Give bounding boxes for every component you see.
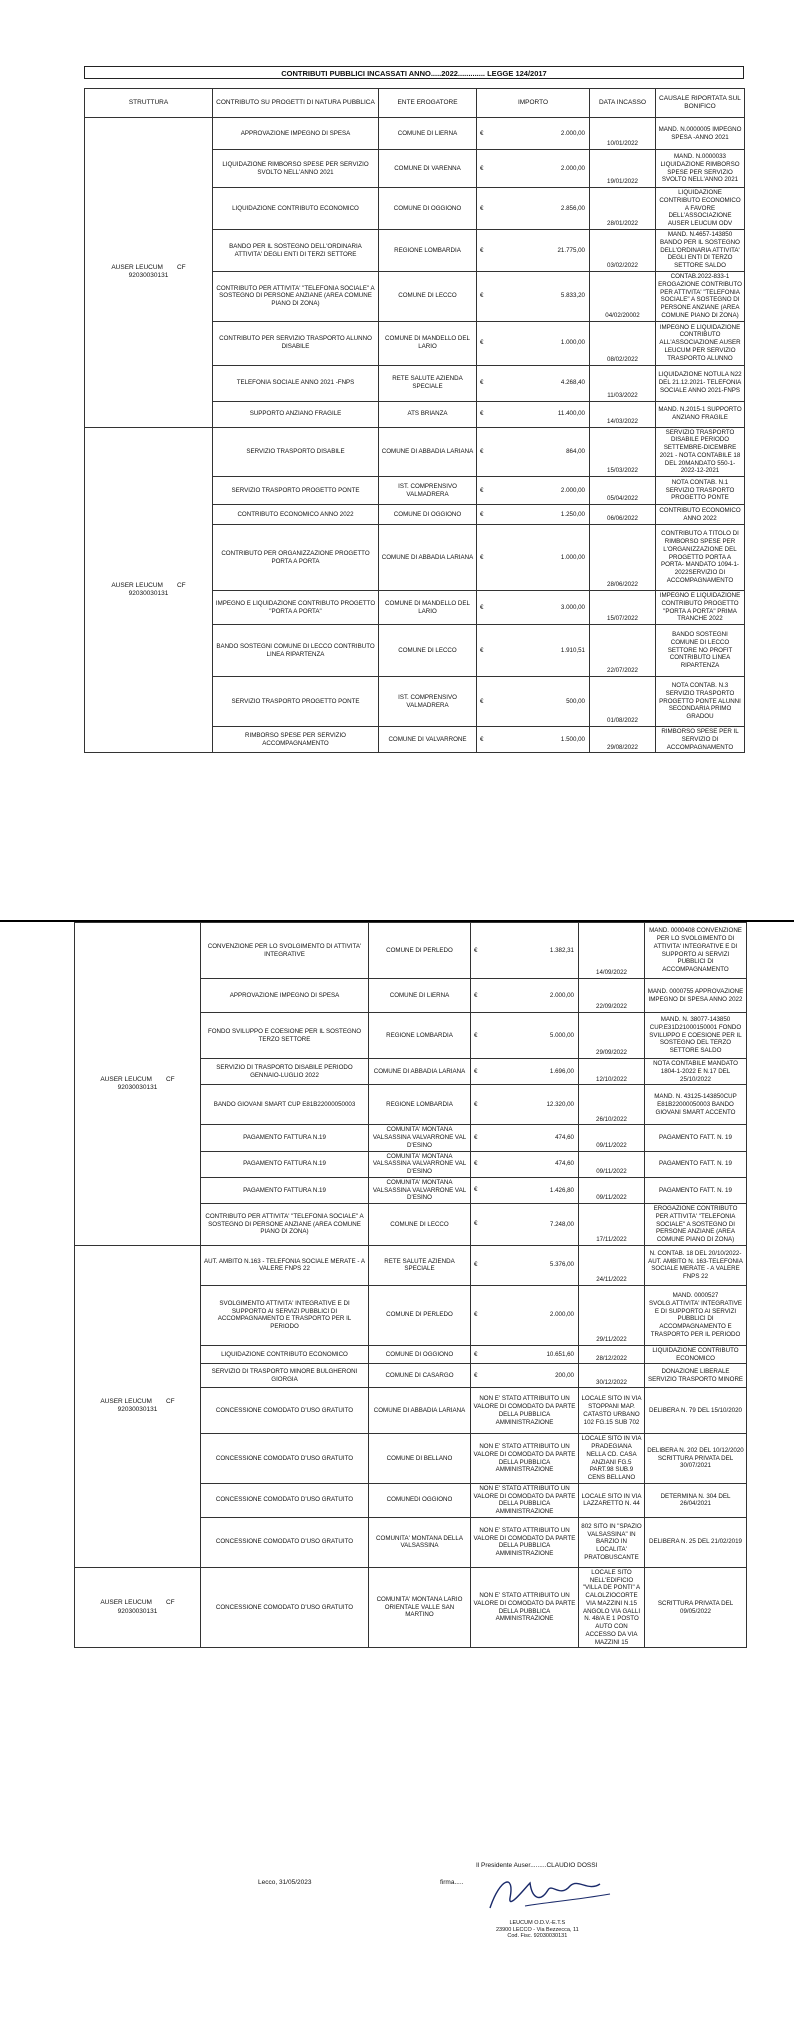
- cf-label: CF: [176, 581, 186, 589]
- importo-cell: [477, 505, 590, 525]
- ente-cell: REGIONE LOMBARDIA: [369, 1013, 471, 1059]
- ente-cell: COMUNE DI LECCO: [369, 1204, 471, 1246]
- struttura-cell: [75, 923, 201, 1246]
- ente-cell: COMUNITA' MONTANA DELLA VALSASSINA: [369, 1517, 471, 1567]
- importo-cell: [471, 1245, 579, 1285]
- data-incasso-cell: 29/08/2022: [590, 727, 656, 753]
- contributo-cell: CONTRIBUTO PER ATTIVITA' "TELEFONIA SOCIALE" A SOSTEGNO DI PERSONE ANZIANE (AREA COMUNE PIANO DI ZONA): [213, 272, 379, 322]
- header-struttura: STRUTTURA: [85, 89, 213, 118]
- table-row: [75, 1567, 747, 1648]
- data-incasso-cell: 28/12/2022: [579, 1345, 645, 1364]
- contributo-cell: CONCESSIONE COMODATO D'USO GRATUITO: [201, 1483, 369, 1517]
- data-incasso-cell: 08/02/2022: [590, 321, 656, 365]
- contributo-cell: SUPPORTO ANZIANO FRAGILE: [213, 401, 379, 427]
- data-incasso-cell: 09/11/2022: [579, 1125, 645, 1151]
- euro-symbol: €: [474, 1031, 478, 1039]
- codice-fiscale: 92030030131: [117, 1083, 158, 1091]
- data-incasso-cell: 04/02/20002: [590, 272, 656, 322]
- euro-symbol: €: [480, 486, 484, 494]
- ente-cell: COMUNE DI LECCO: [379, 625, 477, 677]
- ente-cell: COMUNE DI LIERNA: [369, 979, 471, 1013]
- causale-cell: DELIBERA N. 25 DEL 21/02/2019: [645, 1517, 747, 1567]
- contributo-cell: CONTRIBUTO PER ATTIVITA' "TELEFONIA SOCIALE" A SOSTEGNO DI PERSONE ANZIANE (AREA COMUNE PIANO DI ZONA): [201, 1204, 369, 1246]
- euro-symbol: €: [480, 646, 484, 654]
- data-incasso-cell: LOCALE SITO IN VIA STOPPANI MAP. CATASTO URBANO 102 FG.15 SUB 702: [579, 1388, 645, 1434]
- euro-symbol: €: [480, 603, 484, 611]
- euro-symbol: €: [474, 946, 478, 954]
- euro-symbol: €: [480, 697, 484, 705]
- presidente-label: Il Presidente Auser.........CLAUDIO DOSSI: [476, 1862, 598, 1869]
- table-header-row: [85, 89, 745, 118]
- ente-cell: RETE SALUTE AZIENDA SPECIALE: [379, 365, 477, 401]
- contributo-cell: IMPEGNO E LIQUIDAZIONE CONTRIBUTO PROGETTO "PORTA A PORTA": [213, 591, 379, 625]
- euro-symbol: €: [474, 1311, 478, 1319]
- contributo-cell: CONCESSIONE COMODATO D'USO GRATUITO: [201, 1434, 369, 1484]
- ente-cell: COMUNE DI OGGIONO: [379, 505, 477, 525]
- importo-value: 500,00: [566, 697, 585, 705]
- importo-value: 12.320,00: [546, 1100, 574, 1108]
- struttura-name: AUSER LEUCUM: [111, 264, 163, 272]
- importo-value: 200,00: [555, 1371, 574, 1379]
- header-contributo: CONTRIBUTO SU PROGETTI DI NATURA PUBBLICA: [213, 89, 379, 118]
- importo-cell: NON E' STATO ATTRIBUITO UN VALORE DI COMODATO DA PARTE DELLA PUBBLICA AMMINISTRAZIONE: [471, 1434, 579, 1484]
- contributo-cell: FONDO SVILUPPO E COESIONE PER IL SOSTEGNO TERZO SETTORE: [201, 1013, 369, 1059]
- importo-value: 1.696,00: [549, 1067, 574, 1075]
- causale-cell: IMPEGNO E LIQUIDAZIONE CONTRIBUTO PROGETTO "PORTA A PORTA" PRIMA TRANCHE 2022: [656, 591, 745, 625]
- data-incasso-cell: 15/03/2022: [590, 427, 656, 477]
- data-incasso-cell: 30/12/2022: [579, 1364, 645, 1388]
- importo-cell: [471, 1345, 579, 1364]
- ente-cell: COMUNE DI MANDELLO DEL LARIO: [379, 591, 477, 625]
- contributo-cell: SERVIZIO DI TRASPORTO MINORE BULGHERONI GIORGIA: [201, 1364, 369, 1388]
- struttura-name: AUSER LEUCUM: [100, 1599, 152, 1607]
- data-incasso-cell: 24/11/2022: [579, 1245, 645, 1285]
- city-date: Lecco, 31/05/2023: [258, 1879, 312, 1886]
- contributo-cell: SVOLGIMENTO ATTIVITA' INTEGRATIVE E DI SUPPORTO AI SERVIZI PUBBLICI DI ACCOMPAGNAMENTO E TRASPORTO PER IL PERIODO: [201, 1285, 369, 1345]
- contributo-cell: CONTRIBUTO PER SERVIZIO TRASPORTO ALUNNO DISABILE: [213, 321, 379, 365]
- contributo-cell: LIQUIDAZIONE RIMBORSO SPESE PER SERVIZIO SVOLTO NELL'ANNO 2021: [213, 150, 379, 188]
- causale-cell: MAND. N.0000005 IMPEGNO SPESA -ANNO 2021: [656, 118, 745, 150]
- header-causale: CAUSALE RIPORTATA SUL BONIFICO: [656, 89, 745, 118]
- importo-value: 1.910,51: [560, 646, 585, 654]
- causale-cell: DELIBERA N. 79 DEL 15/10/2020: [645, 1388, 747, 1434]
- contributo-cell: RIMBORSO SPESE PER SERVIZIO ACCOMPAGNAMENTO: [213, 727, 379, 753]
- data-incasso-cell: 29/09/2022: [579, 1013, 645, 1059]
- contributo-cell: APPROVAZIONE IMPEGNO DI SPESA: [213, 118, 379, 150]
- importo-value: 5.000,00: [549, 1031, 574, 1039]
- ente-cell: RETE SALUTE AZIENDA SPECIALE: [369, 1245, 471, 1285]
- causale-cell: IMPEGNO E LIQUIDAZIONE CONTRIBUTO ALL'ASSOCIAZIONE AUSER LEUCUM PER SERVIZIO TRASPORTO ALUNNO: [656, 321, 745, 365]
- euro-symbol: €: [474, 1067, 478, 1075]
- importo-cell: NON E' STATO ATTRIBUITO UN VALORE DI COMODATO DA PARTE DELLA PUBBLICA AMMINISTRAZIONE: [471, 1483, 579, 1517]
- importo-cell: [477, 525, 590, 591]
- euro-symbol: €: [480, 735, 484, 743]
- data-incasso-cell: 15/07/2022: [590, 591, 656, 625]
- importo-cell: [477, 365, 590, 401]
- importo-cell: [471, 1085, 579, 1125]
- data-incasso-cell: LOCALE SITO NELL'EDIFICIO "VILLA DE PONTI" A CALOLZIOCORTE VIA MAZZINI N.15 ANGOLO VIA GALLI N. 48/A E 1 POSTO AUTO CON ACCESSO DA VIA MAZZINI 15: [579, 1567, 645, 1648]
- euro-symbol: €: [480, 292, 484, 300]
- table-row: [75, 923, 747, 979]
- contributo-cell: APPROVAZIONE IMPEGNO DI SPESA: [201, 979, 369, 1013]
- contributo-cell: PAGAMENTO FATTURA N.19: [201, 1151, 369, 1177]
- ente-cell: ATS BRIANZA: [379, 401, 477, 427]
- ente-cell: IST. COMPRENSIVO VALMADRERA: [379, 677, 477, 727]
- causale-cell: MAND. N.4657-143850 BANDO PER IL SOSTEGNO DELL'ORDINARIA ATTIVITA' DEGLI ENTI DI TERZO SETTORE SALDO: [656, 230, 745, 272]
- causale-cell: CONTRIBUTO ECONOMICO ANNO 2022: [656, 505, 745, 525]
- ente-cell: COMUNITA' MONTANA VALSASSINA VALVARRONE VAL D'ESINO: [369, 1177, 471, 1203]
- struttura-name: AUSER LEUCUM: [111, 581, 163, 589]
- ente-cell: COMUNE DI VARENNA: [379, 150, 477, 188]
- importo-cell: [477, 727, 590, 753]
- ente-cell: COMUNE DI ABBADIA LARIANA: [369, 1388, 471, 1434]
- contributo-cell: CONTRIBUTO PER ORGANIZZAZIONE PROGETTO PORTA A PORTA: [213, 525, 379, 591]
- data-incasso-cell: 09/11/2022: [579, 1177, 645, 1203]
- contributo-cell: CONVENZIONE PER LO SVOLGIMENTO DI ATTIVITA' INTEGRATIVE: [201, 923, 369, 979]
- struttura-cell: [75, 1245, 201, 1567]
- ente-cell: COMUNITA' MONTANA LARIO ORIENTALE VALLE SAN MARTINO: [369, 1567, 471, 1648]
- data-incasso-cell: 12/10/2022: [579, 1059, 645, 1085]
- contributo-cell: LIQUIDAZIONE CONTRIBUTO ECONOMICO: [213, 188, 379, 230]
- importo-cell: [471, 1364, 579, 1388]
- importo-value: 864,00: [566, 447, 585, 455]
- data-incasso-cell: 29/11/2022: [579, 1285, 645, 1345]
- importo-value: 1.382,31: [549, 946, 574, 954]
- importo-value: 5.833,20: [560, 292, 585, 300]
- ente-cell: COMUNE DI ABBADIA LARIANA: [379, 525, 477, 591]
- causale-cell: LIQUIDAZIONE CONTRIBUTO ECONOMICO: [645, 1345, 747, 1364]
- table-row: [85, 118, 745, 150]
- causale-cell: NOTA CONTAB. N.1 SERVIZIO TRASPORTO PROGETTO PONTE: [656, 477, 745, 505]
- causale-cell: DELIBERA N. 202 DEL 10/12/2020 SCRITTURA PRIVATA DEL 30/07/2021: [645, 1434, 747, 1484]
- causale-cell: LIQUIDAZIONE NOTULA N22 DEL 21.12.2021- TELEFONIA SOCIALE ANNO 2021-FNPS: [656, 365, 745, 401]
- contributo-cell: PAGAMENTO FATTURA N.19: [201, 1125, 369, 1151]
- importo-value: 5.376,00: [549, 1261, 574, 1269]
- euro-symbol: €: [480, 164, 484, 172]
- euro-symbol: €: [480, 246, 484, 254]
- cf-label: CF: [165, 1599, 175, 1607]
- ente-cell: COMUNE DI OGGIONO: [379, 188, 477, 230]
- causale-cell: N. CONTAB. 18 DEL 20/10/2022- AUT. AMBITO N. 163-TELEFONIA SOCIALE MERATE - A VALERE FNPS 22: [645, 1245, 747, 1285]
- cf-label: CF: [176, 264, 186, 272]
- causale-cell: MAND. N. 38077-143850 CUP.E31D21000150001 FONDO SVILUPPO E COESIONE PER IL SOSTEGNO DEL TERZO SETTORE SALDO: [645, 1013, 747, 1059]
- data-incasso-cell: 06/06/2022: [590, 505, 656, 525]
- euro-symbol: €: [474, 1186, 478, 1194]
- data-incasso-cell: 28/06/2022: [590, 525, 656, 591]
- data-incasso-cell: 802 SITO IN "SPAZIO VALSASSINA" IN BARZIO IN LOCALITA' PRATOBUSCANTE: [579, 1517, 645, 1567]
- importo-value: 2.000,00: [549, 991, 574, 999]
- importo-value: 1.426,80: [549, 1186, 574, 1194]
- importo-value: 1.250,00: [560, 510, 585, 518]
- euro-symbol: €: [474, 1160, 478, 1168]
- importo-cell: [471, 1177, 579, 1203]
- contributo-cell: SERVIZIO TRASPORTO PROGETTO PONTE: [213, 677, 379, 727]
- ente-cell: COMUNE DI OGGIONO: [369, 1345, 471, 1364]
- ente-cell: COMUNE DI LIERNA: [379, 118, 477, 150]
- importo-value: 2.000,00: [549, 1311, 574, 1319]
- header-data: DATA INCASSO: [590, 89, 656, 118]
- importo-value: 4.268,40: [560, 379, 585, 387]
- contributi-table-page1: [84, 88, 745, 753]
- importo-value: 2.856,00: [560, 204, 585, 212]
- ente-cell: REGIONE LOMBARDIA: [369, 1085, 471, 1125]
- importo-cell: [477, 272, 590, 322]
- data-incasso-cell: 17/11/2022: [579, 1204, 645, 1246]
- ente-cell: COMUNE DI MANDELLO DEL LARIO: [379, 321, 477, 365]
- importo-value: 3.000,00: [560, 603, 585, 611]
- data-incasso-cell: 09/11/2022: [579, 1151, 645, 1177]
- euro-symbol: €: [474, 1100, 478, 1108]
- contributo-cell: BANDO GIOVANI SMART CUP E81B22000050003: [201, 1085, 369, 1125]
- table-row: [85, 427, 745, 477]
- ente-cell: COMUNE DI ABBADIA LARIANA: [369, 1059, 471, 1085]
- importo-value: 10.651,60: [546, 1350, 574, 1358]
- euro-symbol: €: [474, 991, 478, 999]
- importo-cell: [477, 427, 590, 477]
- data-incasso-cell: 10/01/2022: [590, 118, 656, 150]
- causale-cell: NOTA CONTABILE MANDATO 1804-1-2022 E N.17 DEL 25/10/2022: [645, 1059, 747, 1085]
- data-incasso-cell: LOCALE SITO IN VIA LAZZARETTO N. 44: [579, 1483, 645, 1517]
- causale-cell: MAND. 0000755 APPROVAZIONE IMPEGNO DI SPESA ANNO 2022: [645, 979, 747, 1013]
- causale-cell: RIMBORSO SPESE PER IL SERVIZIO DI ACCOMPAGNAMENTO: [656, 727, 745, 753]
- ente-cell: COMUNITA' MONTANA VALSASSINA VALVARRONE VAL D'ESINO: [369, 1125, 471, 1151]
- causale-cell: MAND. 0000408 CONVENZIONE PER LO SVOLGIMENTO DI ATTIVITA' INTEGRATIVE E DI SUPPORTO AI SERVIZI PUBBLICI DI ACCOMPAGNAMENTO: [645, 923, 747, 979]
- causale-cell: MAND. N.0000033 LIQUIDAZIONE RIMBORSO SPESE PER SERVIZIO SVOLTO NELL'ANNO 2021: [656, 150, 745, 188]
- importo-cell: [477, 477, 590, 505]
- euro-symbol: €: [480, 410, 484, 418]
- stamp-line1: LEUCUM O.D.V.-E.T.S: [509, 1920, 566, 1926]
- importo-cell: [471, 923, 579, 979]
- ente-cell: COMUNE DI BELLANO: [369, 1434, 471, 1484]
- importo-cell: [477, 677, 590, 727]
- data-incasso-cell: 26/10/2022: [579, 1085, 645, 1125]
- data-incasso-cell: 11/03/2022: [590, 365, 656, 401]
- causale-cell: CONTAB.2022-833-1 EROGAZIONE CONTRIBUTO PER ATTIVITA' "TELEFONIA SOCIALE" A SOSTEGNO DI PERSONE ANZIANE (AREA COMUNE PIANO DI ZONA): [656, 272, 745, 322]
- contributo-cell: SERVIZIO TRASPORTO DISABILE: [213, 427, 379, 477]
- importo-cell: [477, 321, 590, 365]
- ente-cell: COMUNE DI VALVARRONE: [379, 727, 477, 753]
- struttura-cell: [75, 1567, 201, 1648]
- importo-cell: [477, 401, 590, 427]
- causale-cell: EROGAZIONE CONTRIBUTO PER ATTIVITA' "TELEFONIA SOCIALE" A SOSTEGNO DI PERSONE ANZIANE (AREA COMUNE PIANO DI ZONA): [645, 1204, 747, 1246]
- causale-cell: NOTA CONTAB. N.3 SERVIZIO TRASPORTO PROGETTO PONTE ALUNNI SECONDARIA PRIMO GRADOU: [656, 677, 745, 727]
- stamp-line3: Cod. Fisc. 92030030131: [507, 1933, 568, 1940]
- euro-symbol: €: [474, 1220, 478, 1228]
- codice-fiscale: 92030030131: [128, 589, 169, 597]
- importo-cell: [471, 1125, 579, 1151]
- contributo-cell: BANDO PER IL SOSTEGNO DELL'ORDINARIA ATTIVITA' DEGLI ENTI DI TERZI SETTORE: [213, 230, 379, 272]
- contributo-cell: LIQUIDAZIONE CONTRIBUTO ECONOMICO: [201, 1345, 369, 1364]
- stamp-line2: 23900 LECCO - Via Bezzecca, 11: [496, 1926, 579, 1933]
- signature-image: [470, 1868, 620, 1920]
- contributo-cell: CONCESSIONE COMODATO D'USO GRATUITO: [201, 1388, 369, 1434]
- importo-cell: [471, 1013, 579, 1059]
- ente-cell: COMUNE DI PERLEDO: [369, 923, 471, 979]
- header-importo: IMPORTO: [477, 89, 590, 118]
- causale-cell: MAND. N.2015-1 SUPPORTO ANZIANO FRAGILE: [656, 401, 745, 427]
- contributo-cell: CONCESSIONE COMODATO D'USO GRATUITO: [201, 1567, 369, 1648]
- importo-cell: [477, 150, 590, 188]
- document-title: CONTRIBUTI PUBBLICI INCASSATI ANNO.....2022............. LEGGE 124/2017: [84, 66, 744, 79]
- importo-value: 1.000,00: [560, 553, 585, 561]
- data-incasso-cell: 05/04/2022: [590, 477, 656, 505]
- data-incasso-cell: LOCALE SITO IN VIA PRADEGIANA NELLA CD. CASA ANZIANI FG.5 PART.98 SUB.9 CENS BELLANO: [579, 1434, 645, 1484]
- importo-value: 474,60: [555, 1134, 574, 1141]
- data-incasso-cell: 14/09/2022: [579, 923, 645, 979]
- euro-symbol: €: [480, 129, 484, 137]
- importo-cell: [471, 1285, 579, 1345]
- euro-symbol: €: [474, 1134, 478, 1141]
- association-stamp: [496, 1920, 579, 1940]
- importo-cell: [477, 118, 590, 150]
- causale-cell: MAND. N. 43125-143850CUP E81B22000050003 BANDO GIOVANI SMART ACCENTO: [645, 1085, 747, 1125]
- importo-cell: NON E' STATO ATTRIBUITO UN VALORE DI COMODATO DA PARTE DELLA PUBBLICA AMMINISTRAZIONE: [471, 1567, 579, 1648]
- causale-cell: PAGAMENTO FATT. N. 19: [645, 1151, 747, 1177]
- importo-value: 7.248,00: [549, 1220, 574, 1228]
- struttura-name: AUSER LEUCUM: [100, 1398, 152, 1406]
- ente-cell: COMUNE DI ABBADIA LARIANA: [379, 427, 477, 477]
- importo-value: 2.000,00: [560, 164, 585, 172]
- ente-cell: COMUNEDI OGGIONO: [369, 1483, 471, 1517]
- importo-value: 21.775,00: [557, 246, 585, 254]
- firma-label: firma.....: [440, 1879, 464, 1886]
- euro-symbol: €: [474, 1261, 478, 1269]
- importo-value: 2.000,00: [560, 129, 585, 137]
- header-ente: ENTE EROGATORE: [379, 89, 477, 118]
- data-incasso-cell: 14/03/2022: [590, 401, 656, 427]
- causale-cell: BANDO SOSTEGNI COMUNE DI LECCO SETTORE NO PROFIT CONTRIBUTO LINEA RIPARTENZA: [656, 625, 745, 677]
- cf-label: CF: [165, 1075, 175, 1083]
- euro-symbol: €: [474, 1371, 478, 1379]
- importo-cell: [477, 230, 590, 272]
- importo-value: 2.000,00: [560, 486, 585, 494]
- ente-cell: REGIONE LOMBARDIA: [379, 230, 477, 272]
- importo-cell: [477, 591, 590, 625]
- data-incasso-cell: 03/02/2022: [590, 230, 656, 272]
- importo-value: 1.000,00: [560, 339, 585, 347]
- importo-value: 1.500,00: [560, 735, 585, 743]
- contributo-cell: CONCESSIONE COMODATO D'USO GRATUITO: [201, 1517, 369, 1567]
- ente-cell: COMUNITA' MONTANA VALSASSINA VALVARRONE VAL D'ESINO: [369, 1151, 471, 1177]
- importo-cell: [477, 625, 590, 677]
- euro-symbol: €: [480, 379, 484, 387]
- struttura-cell: [85, 427, 213, 753]
- struttura-name: AUSER LEUCUM: [100, 1075, 152, 1083]
- ente-cell: IST. COMPRENSIVO VALMADRERA: [379, 477, 477, 505]
- importo-cell: [471, 1059, 579, 1085]
- causale-cell: PAGAMENTO FATT. N. 19: [645, 1177, 747, 1203]
- causale-cell: PAGAMENTO FATT. N. 19: [645, 1125, 747, 1151]
- ente-cell: COMUNE DI LECCO: [379, 272, 477, 322]
- euro-symbol: €: [474, 1350, 478, 1358]
- importo-cell: NON E' STATO ATTRIBUITO UN VALORE DI COMODATO DA PARTE DELLA PUBBLICA AMMINISTRAZIONE: [471, 1517, 579, 1567]
- struttura-cell: [85, 118, 213, 428]
- contributo-cell: BANDO SOSTEGNI COMUNE DI LECCO CONTRIBUTO LINEA RIPARTENZA: [213, 625, 379, 677]
- contributo-cell: SERVIZIO DI TRASPORTO DISABILE PERIODO GENNAIO-LUGLIO 2022: [201, 1059, 369, 1085]
- euro-symbol: €: [480, 553, 484, 561]
- ente-cell: COMUNE DI PERLEDO: [369, 1285, 471, 1345]
- contributi-table-page2: [74, 922, 747, 1648]
- data-incasso-cell: 22/07/2022: [590, 625, 656, 677]
- data-incasso-cell: 22/09/2022: [579, 979, 645, 1013]
- causale-cell: DETERMINA N. 304 DEL 26/04/2021: [645, 1483, 747, 1517]
- importo-cell: [471, 979, 579, 1013]
- data-incasso-cell: 19/01/2022: [590, 150, 656, 188]
- ente-cell: COMUNE DI CASARGO: [369, 1364, 471, 1388]
- cf-label: CF: [165, 1398, 175, 1406]
- contributo-cell: AUT. AMBITO N.163 - TELEFONIA SOCIALE MERATE - A VALERE FNPS 22: [201, 1245, 369, 1285]
- contributo-cell: TELEFONIA SOCIALE ANNO 2021 -FNPS: [213, 365, 379, 401]
- data-incasso-cell: 28/01/2022: [590, 188, 656, 230]
- data-incasso-cell: 01/08/2022: [590, 677, 656, 727]
- contributo-cell: PAGAMENTO FATTURA N.19: [201, 1177, 369, 1203]
- table-row: [75, 1245, 747, 1285]
- causale-cell: CONTRIBUTO A TITOLO DI RIMBORSO SPESE PER L'ORGANIZZAZIONE DEL PROGETTO PORTA A PORTA- MANDATO 1094-1-2022SERVIZIO DI ACCOMPAGNAMENTO: [656, 525, 745, 591]
- causale-cell: LIQUIDAZIONE CONTRIBUTO ECONOMICO A FAVORE DELL'ASSOCIAZIONE AUSER LEUCUM ODV: [656, 188, 745, 230]
- contributo-cell: CONTRIBUTO ECONOMICO ANNO 2022: [213, 505, 379, 525]
- causale-cell: SERVIZIO TRASPORTO DISABILE PERIODO SETTEMBRE-DICEMBRE 2021 - NOTA CONTABILE 18 DEL 20MANDATO 550-1-2022-12-2021: [656, 427, 745, 477]
- euro-symbol: €: [480, 204, 484, 212]
- importo-value: 474,60: [555, 1160, 574, 1168]
- importo-cell: [477, 188, 590, 230]
- causale-cell: MAND. 0000527 SVOLG.ATTIVITA' INTEGRATIVE E DI SUPPORTO AI SERVIZI PUBBLICI DI ACCOMPAGNAMENTO E TRASPORTO PER IL PERIODO: [645, 1285, 747, 1345]
- importo-cell: [471, 1204, 579, 1246]
- importo-cell: [471, 1151, 579, 1177]
- euro-symbol: €: [480, 447, 484, 455]
- euro-symbol: €: [480, 339, 484, 347]
- codice-fiscale: 92030030131: [128, 272, 169, 280]
- causale-cell: DONAZIONE LIBERALE SERVIZIO TRASPORTO MINORE: [645, 1364, 747, 1388]
- importo-cell: NON E' STATO ATTRIBUITO UN VALORE DI COMODATO DA PARTE DELLA PUBBLICA AMMINISTRAZIONE: [471, 1388, 579, 1434]
- contributo-cell: SERVIZIO TRASPORTO PROGETTO PONTE: [213, 477, 379, 505]
- codice-fiscale: 92030030131: [117, 1607, 158, 1615]
- codice-fiscale: 92030030131: [117, 1406, 158, 1414]
- causale-cell: SCRITTURA PRIVATA DEL 09/05/2022: [645, 1567, 747, 1648]
- euro-symbol: €: [480, 510, 484, 518]
- importo-value: 11.400,00: [557, 410, 585, 418]
